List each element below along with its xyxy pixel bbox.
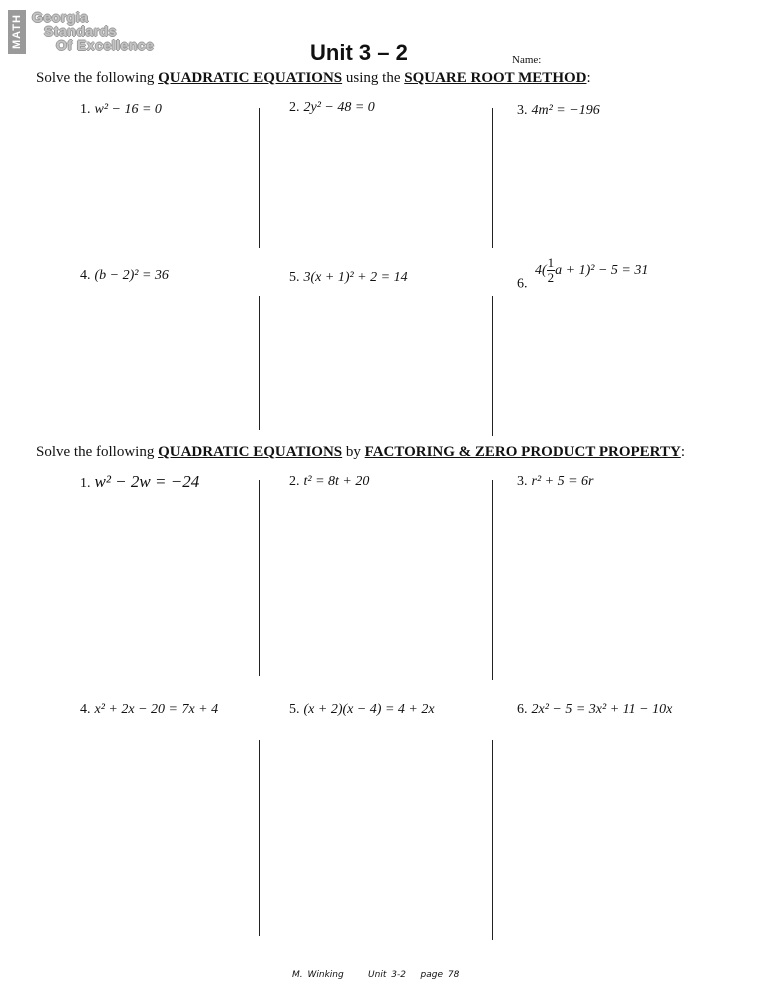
- instruction-text: :: [586, 70, 591, 86]
- instruction-text: Solve the following: [36, 70, 159, 86]
- problem-number: 3.: [517, 474, 528, 489]
- problem-s2-2: [289, 474, 369, 490]
- page-title: Unit 3 – 2: [310, 40, 408, 65]
- divider-line: [492, 740, 493, 940]
- instruction-text: by: [342, 444, 365, 460]
- problem-number: 6.: [517, 276, 528, 292]
- problem-number: 4.: [80, 702, 91, 717]
- instruction-keyword: FACTORING & ZERO PRODUCT PROPERTY: [364, 444, 681, 460]
- instruction-keyword: QUADRATIC EQUATIONS: [158, 444, 343, 460]
- instruction-text: :: [680, 444, 685, 460]
- instruction-text: Solve the following: [36, 444, 159, 460]
- equation-part: 4(: [535, 262, 547, 278]
- logo-line-2: Standards: [44, 23, 117, 39]
- problem-number: 6.: [517, 702, 528, 717]
- equation-part: a + 1)² − 5 = 31: [555, 262, 649, 278]
- problem-s1-3: [517, 103, 600, 119]
- divider-line: [492, 108, 493, 248]
- divider-line: [259, 480, 260, 676]
- georgia-standards-logo: [8, 8, 155, 58]
- problem-s2-5: [289, 702, 435, 718]
- section2-instruction: [36, 444, 685, 461]
- instruction-keyword: QUADRATIC EQUATIONS: [158, 70, 343, 86]
- problem-s2-4: [80, 702, 218, 718]
- problem-number: 5.: [289, 270, 300, 285]
- problem-s1-2: [289, 100, 375, 116]
- problem-equation: 3(x + 1)² + 2 = 14: [303, 270, 408, 285]
- logo-line-1: Georgia: [32, 9, 89, 25]
- problem-equation: r² + 5 = 6r: [531, 474, 594, 489]
- footer-unit: Unit 3-2: [368, 970, 406, 980]
- problem-number: 2.: [289, 474, 300, 489]
- name-label: Name:: [512, 54, 542, 66]
- instruction-text: using the: [342, 70, 405, 86]
- logo-math-badge: MATH: [8, 10, 26, 54]
- fraction-denominator: 2: [547, 270, 555, 285]
- problem-number: 1.: [80, 476, 91, 491]
- footer-page: page 78: [420, 970, 460, 980]
- problem-equation: 2y² − 48 = 0: [303, 100, 375, 115]
- problem-s1-4: [80, 268, 169, 284]
- instruction-keyword: SQUARE ROOT METHOD: [404, 70, 587, 86]
- divider-line: [492, 296, 493, 436]
- divider-line: [259, 296, 260, 430]
- problem-number: 3.: [517, 103, 528, 118]
- problem-s2-3: [517, 474, 594, 490]
- fraction-numerator: 1: [547, 255, 555, 270]
- problem-number: 1.: [80, 102, 91, 117]
- problem-number: 2.: [289, 100, 300, 115]
- divider-line: [492, 480, 493, 680]
- page-footer: [292, 970, 459, 980]
- divider-line: [259, 740, 260, 936]
- problem-equation: 4m² = −196: [531, 103, 600, 118]
- problem-number: 5.: [289, 702, 300, 717]
- problem-equation: 2x² − 5 = 3x² + 11 − 10x: [531, 702, 673, 717]
- problem-equation: (b − 2)² = 36: [94, 268, 169, 283]
- logo-line-3: Of Excellence: [56, 37, 155, 53]
- section1-instruction: [36, 70, 591, 87]
- problem-equation: x² + 2x − 20 = 7x + 4: [94, 702, 219, 717]
- problem-number: 4.: [80, 268, 91, 283]
- footer-author: M. Winking: [292, 970, 344, 980]
- problem-s2-1: [80, 472, 199, 492]
- divider-line: [259, 108, 260, 248]
- problem-equation: [535, 255, 649, 285]
- problem-equation: w² − 16 = 0: [94, 102, 162, 117]
- problem-equation: (x + 2)(x − 4) = 4 + 2x: [303, 702, 435, 717]
- problem-s1-5: [289, 270, 408, 286]
- problem-s1-6: [517, 256, 648, 293]
- problem-equation: t² = 8t + 20: [303, 474, 370, 489]
- fraction: [547, 256, 556, 285]
- problem-s2-6: [517, 702, 672, 718]
- problem-s1-1: [80, 102, 162, 118]
- problem-equation: w² − 2w = −24: [94, 472, 200, 491]
